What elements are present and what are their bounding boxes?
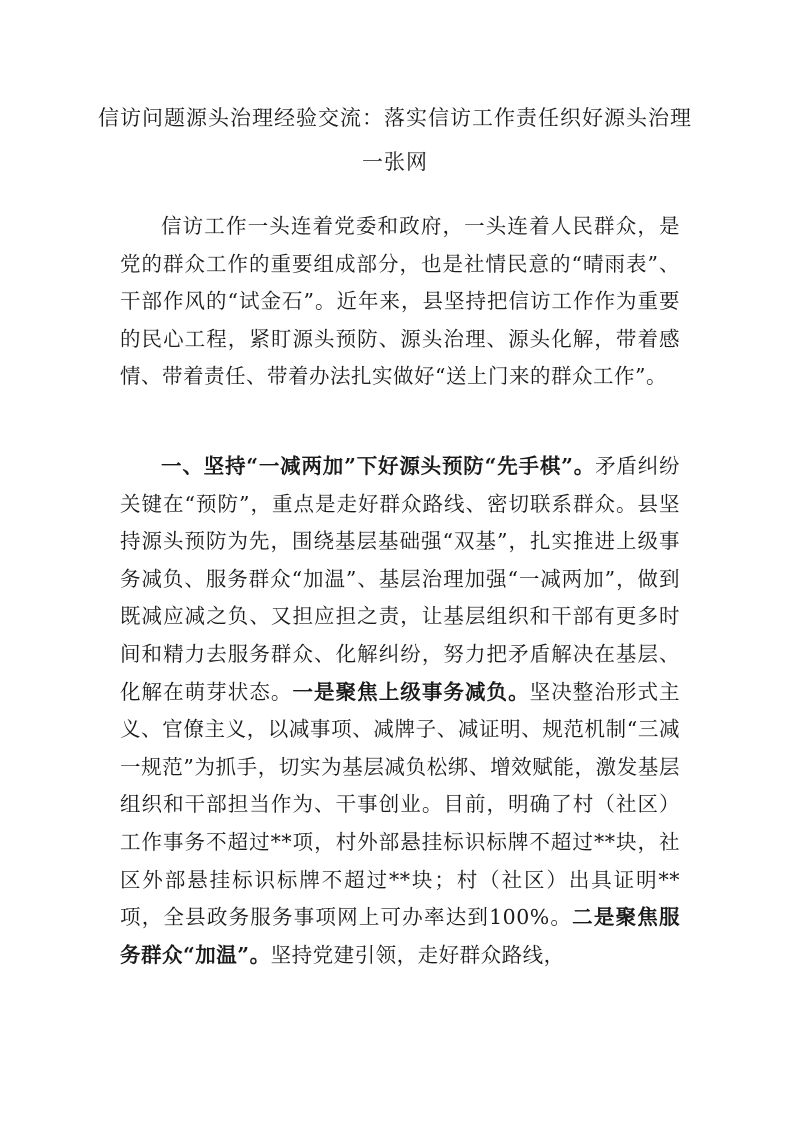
subpoint-heading-2: 二是聚焦服务群众“加温”。	[120, 905, 681, 967]
section-heading: 一、坚持“一减两加”下好源头预防“先手棋”。	[161, 454, 596, 478]
subpoint-heading-1: 一是聚焦上级事务减负。	[292, 679, 530, 704]
section-body-1: 矛盾纠纷关键在“预防”，重点是走好群众路线、密切联系群众。县坚持源头预防为先，围绕基层基础强“双基”，扎实推进上级事务减负、服务群众“加温”、基层治理加强“一减两加”，做到既减应减之负、又担应担之责，让基层组织和干部有更多时间和精力去服务群众、化解纠纷，努力把矛盾解决在基层、化解在萌芽状态。	[120, 454, 681, 704]
document-title: 信访问题源头治理经验交流：落实信访工作责任织好源头治理一张网	[98, 106, 692, 174]
section-one-paragraph	[120, 448, 680, 974]
section-body-3: 坚持党建引领，走好群众路线，	[270, 942, 565, 967]
section-body-2: 坚决整治形式主义、官僚主义，以减事项、减牌子、减证明、规范机制“三减一规范”为抓手，切实为基层减负松绑、增效赋能，激发基层组织和干部担当作为、干事创业。目前，明确了村（社区）工作事务不超过**项，村外部悬挂标识标牌不超过**块，社区外部悬挂标识标牌不超过**块；村（社区）出具证明**项，全县政务服务事项网上可办率达到100%。	[120, 679, 681, 930]
intro-text: 信访工作一头连着党委和政府，一头连着人民群众，是党的群众工作的重要组成部分，也是社情民意的“晴雨表”、干部作风的“试金石”。近年来，县坚持把信访工作作为重要的民心工程，紧盯源头预防、源头治理、源头化解，带着感情、带着责任、带着办法扎实做好“送上门来的群众工作”。	[120, 214, 680, 389]
intro-paragraph	[120, 208, 680, 396]
